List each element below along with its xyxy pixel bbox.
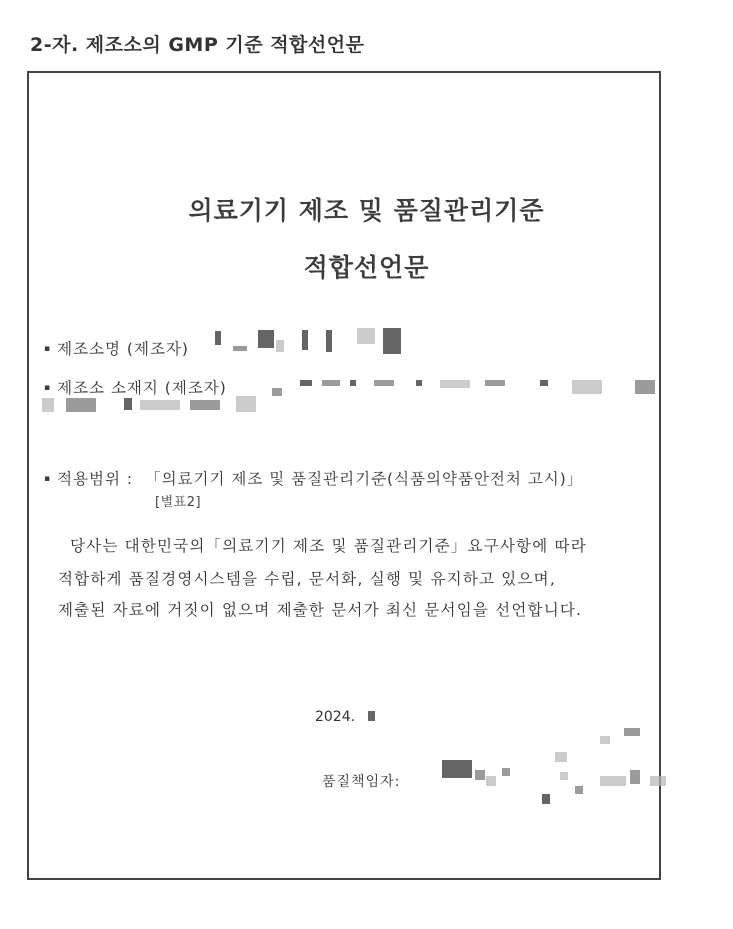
scope-field [44, 467, 583, 489]
bullet-icon: ▪ [44, 383, 52, 393]
scope-label: 적용범위 : [57, 470, 134, 488]
bullet-icon: ▪ [44, 474, 52, 484]
declaration-line-2: 적합하게 품질경영시스템을 수립, 문서화, 실행 및 유지하고 있으며, [58, 570, 556, 588]
bullet-icon: ▪ [44, 344, 52, 354]
declaration-line-3: 제출된 자료에 거짓이 없으며 제출한 문서가 최신 문서임을 선언합니다. [58, 601, 583, 619]
manufacturer-address-label: 제조소 소재지 (제조자) [57, 379, 227, 397]
quality-manager-label: 품질책임자: [322, 774, 401, 790]
manufacturer-address-field [44, 376, 227, 398]
manufacturer-name-label: 제조소명 (제조자) [57, 340, 189, 358]
document-title: 의료기기 제조 및 품질관리기준 [188, 196, 545, 225]
scope-sub-reference: [별표2] [155, 495, 202, 510]
document-subtitle: 적합선언문 [303, 253, 430, 282]
declaration-date: 2024. [315, 709, 356, 725]
section-heading: 2-자. 제조소의 GMP 기준 적합선언문 [30, 34, 365, 56]
declaration-line-1: 당사는 대한민국의「의료기기 제조 및 품질관리기준」요구사항에 따라 [70, 537, 587, 555]
manufacturer-name-field [44, 337, 189, 359]
scope-value: 「의료기기 제조 및 품질관리기준(식품의약품안전처 고시)」 [145, 470, 584, 488]
